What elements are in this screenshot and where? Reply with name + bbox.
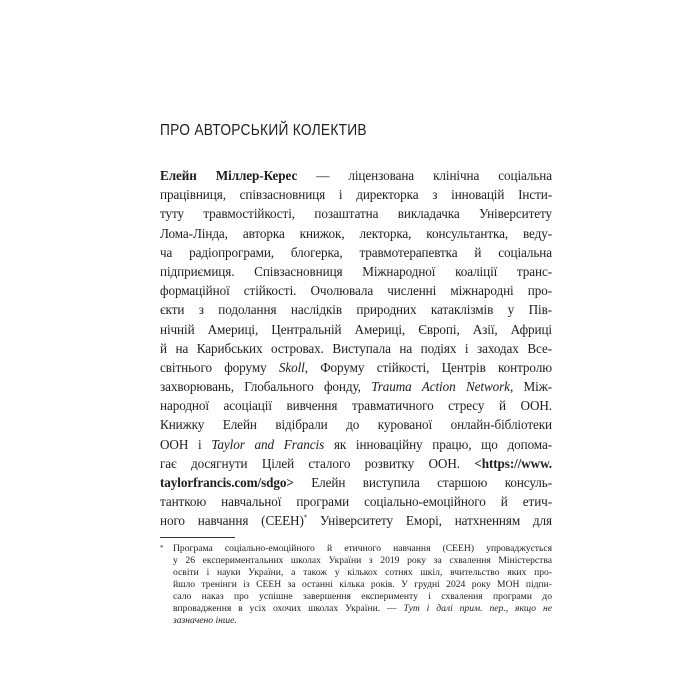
- text-line: туту травмостійкості, позаштатна викладачка Університету: [160, 206, 552, 222]
- footnote-line: сало наказ про успішне завершення експерименту і схвалення програми до: [173, 591, 552, 602]
- text-line: ча радіопрограми, блогерка, травмотерапевтка й соціальна: [160, 244, 552, 260]
- text-line: захворювань, Глобального фонду, Trauma Action Network, Між-: [160, 379, 552, 395]
- footnote-line: Програма соціально-емоційного й етичного навчання (СЕЕН) упроваджується: [173, 543, 552, 554]
- text-line: єкти з подолання наслідків природних катаклізмів у Пів-: [160, 302, 552, 318]
- italic-term: Trauma Action Network: [371, 379, 510, 395]
- text-line: ООН і Taylor and Francis як інноваційну працю, що допома-: [160, 436, 553, 452]
- footnote-text: [173, 543, 552, 627]
- footnote-reference: *: [303, 513, 308, 522]
- footnote-line: освіти і науки України, а також у кількох сотнях шкіл, вчительство яких про-: [173, 567, 552, 578]
- url-text: taylorfrancis.com/sdgo>: [160, 475, 294, 490]
- text-line: taylorfrancis.com/sdgo> Елейн виступила старшою консуль-: [160, 475, 552, 490]
- text-line: народної асоціації вивчення травматичного стресу й ООН.: [160, 398, 552, 414]
- footnote-line: йшло тренінги із СЕЕН за останні кілька років. У грудні 2024 року МОН підпи-: [173, 579, 552, 590]
- author-bio-paragraph: [160, 166, 552, 531]
- translator-note: зазначено інше.: [173, 615, 237, 626]
- url-text: <https://www.: [474, 455, 552, 471]
- footnote-divider: [160, 537, 235, 538]
- text-line: нічній Америці, Центральній Америці, Європі, Азії, Африці: [160, 321, 552, 337]
- text-line: формаційної стійкості. Очолювала численні міжнародні про-: [160, 283, 552, 299]
- author-name: Елейн Міллер-Керес: [160, 168, 298, 183]
- footnote-marker: *: [160, 544, 164, 552]
- italic-term: Taylor and Francis: [211, 436, 325, 452]
- footnote-line: впровадження в усіх охочих школах України. — Тут і далі прим. пер., якщо не: [173, 603, 552, 614]
- text-line: Книжку Елейн відібрали до курованої онлайн-бібліотеки: [160, 417, 552, 433]
- text-line: ного навчання (СЕЕН)* Університету Еморі, натхненням для: [160, 513, 552, 529]
- text-line: Елейн Міллер-Керес — ліцензована клінічна соціальна: [160, 168, 553, 183]
- text-line: танткою навчальної програми соціально-емоційного й етич-: [160, 494, 552, 510]
- footnote-line: [173, 615, 552, 627]
- text-line: й на Карибських островах. Виступала на подіях і заходах Все-: [160, 340, 552, 356]
- footnote-line: у 26 експериментальних школах України з 2019 року за схвалення Міністерства: [173, 555, 552, 566]
- text-line: працівниця, співзасновниця і директорка з інновацій Інсти-: [160, 187, 552, 203]
- section-heading: ПРО АВТОРСЬКИЙ КОЛЕКТИВ: [160, 122, 367, 139]
- italic-term: Skoll: [278, 359, 305, 375]
- text-line: світнього форуму Skoll, Форуму стійкості, Центрів контролю: [160, 359, 552, 375]
- translator-note: Тут і далі прим. пер., якщо не: [403, 603, 552, 614]
- text-line: гає досягнути Цілей сталого розвитку ООН. <https://www.: [160, 455, 552, 471]
- text-line: підприємиця. Співзасновниця Міжнародної коаліції транс-: [160, 263, 552, 279]
- text-line: Лома-Лінда, авторка книжок, лекторка, консультантка, веду-: [160, 225, 552, 241]
